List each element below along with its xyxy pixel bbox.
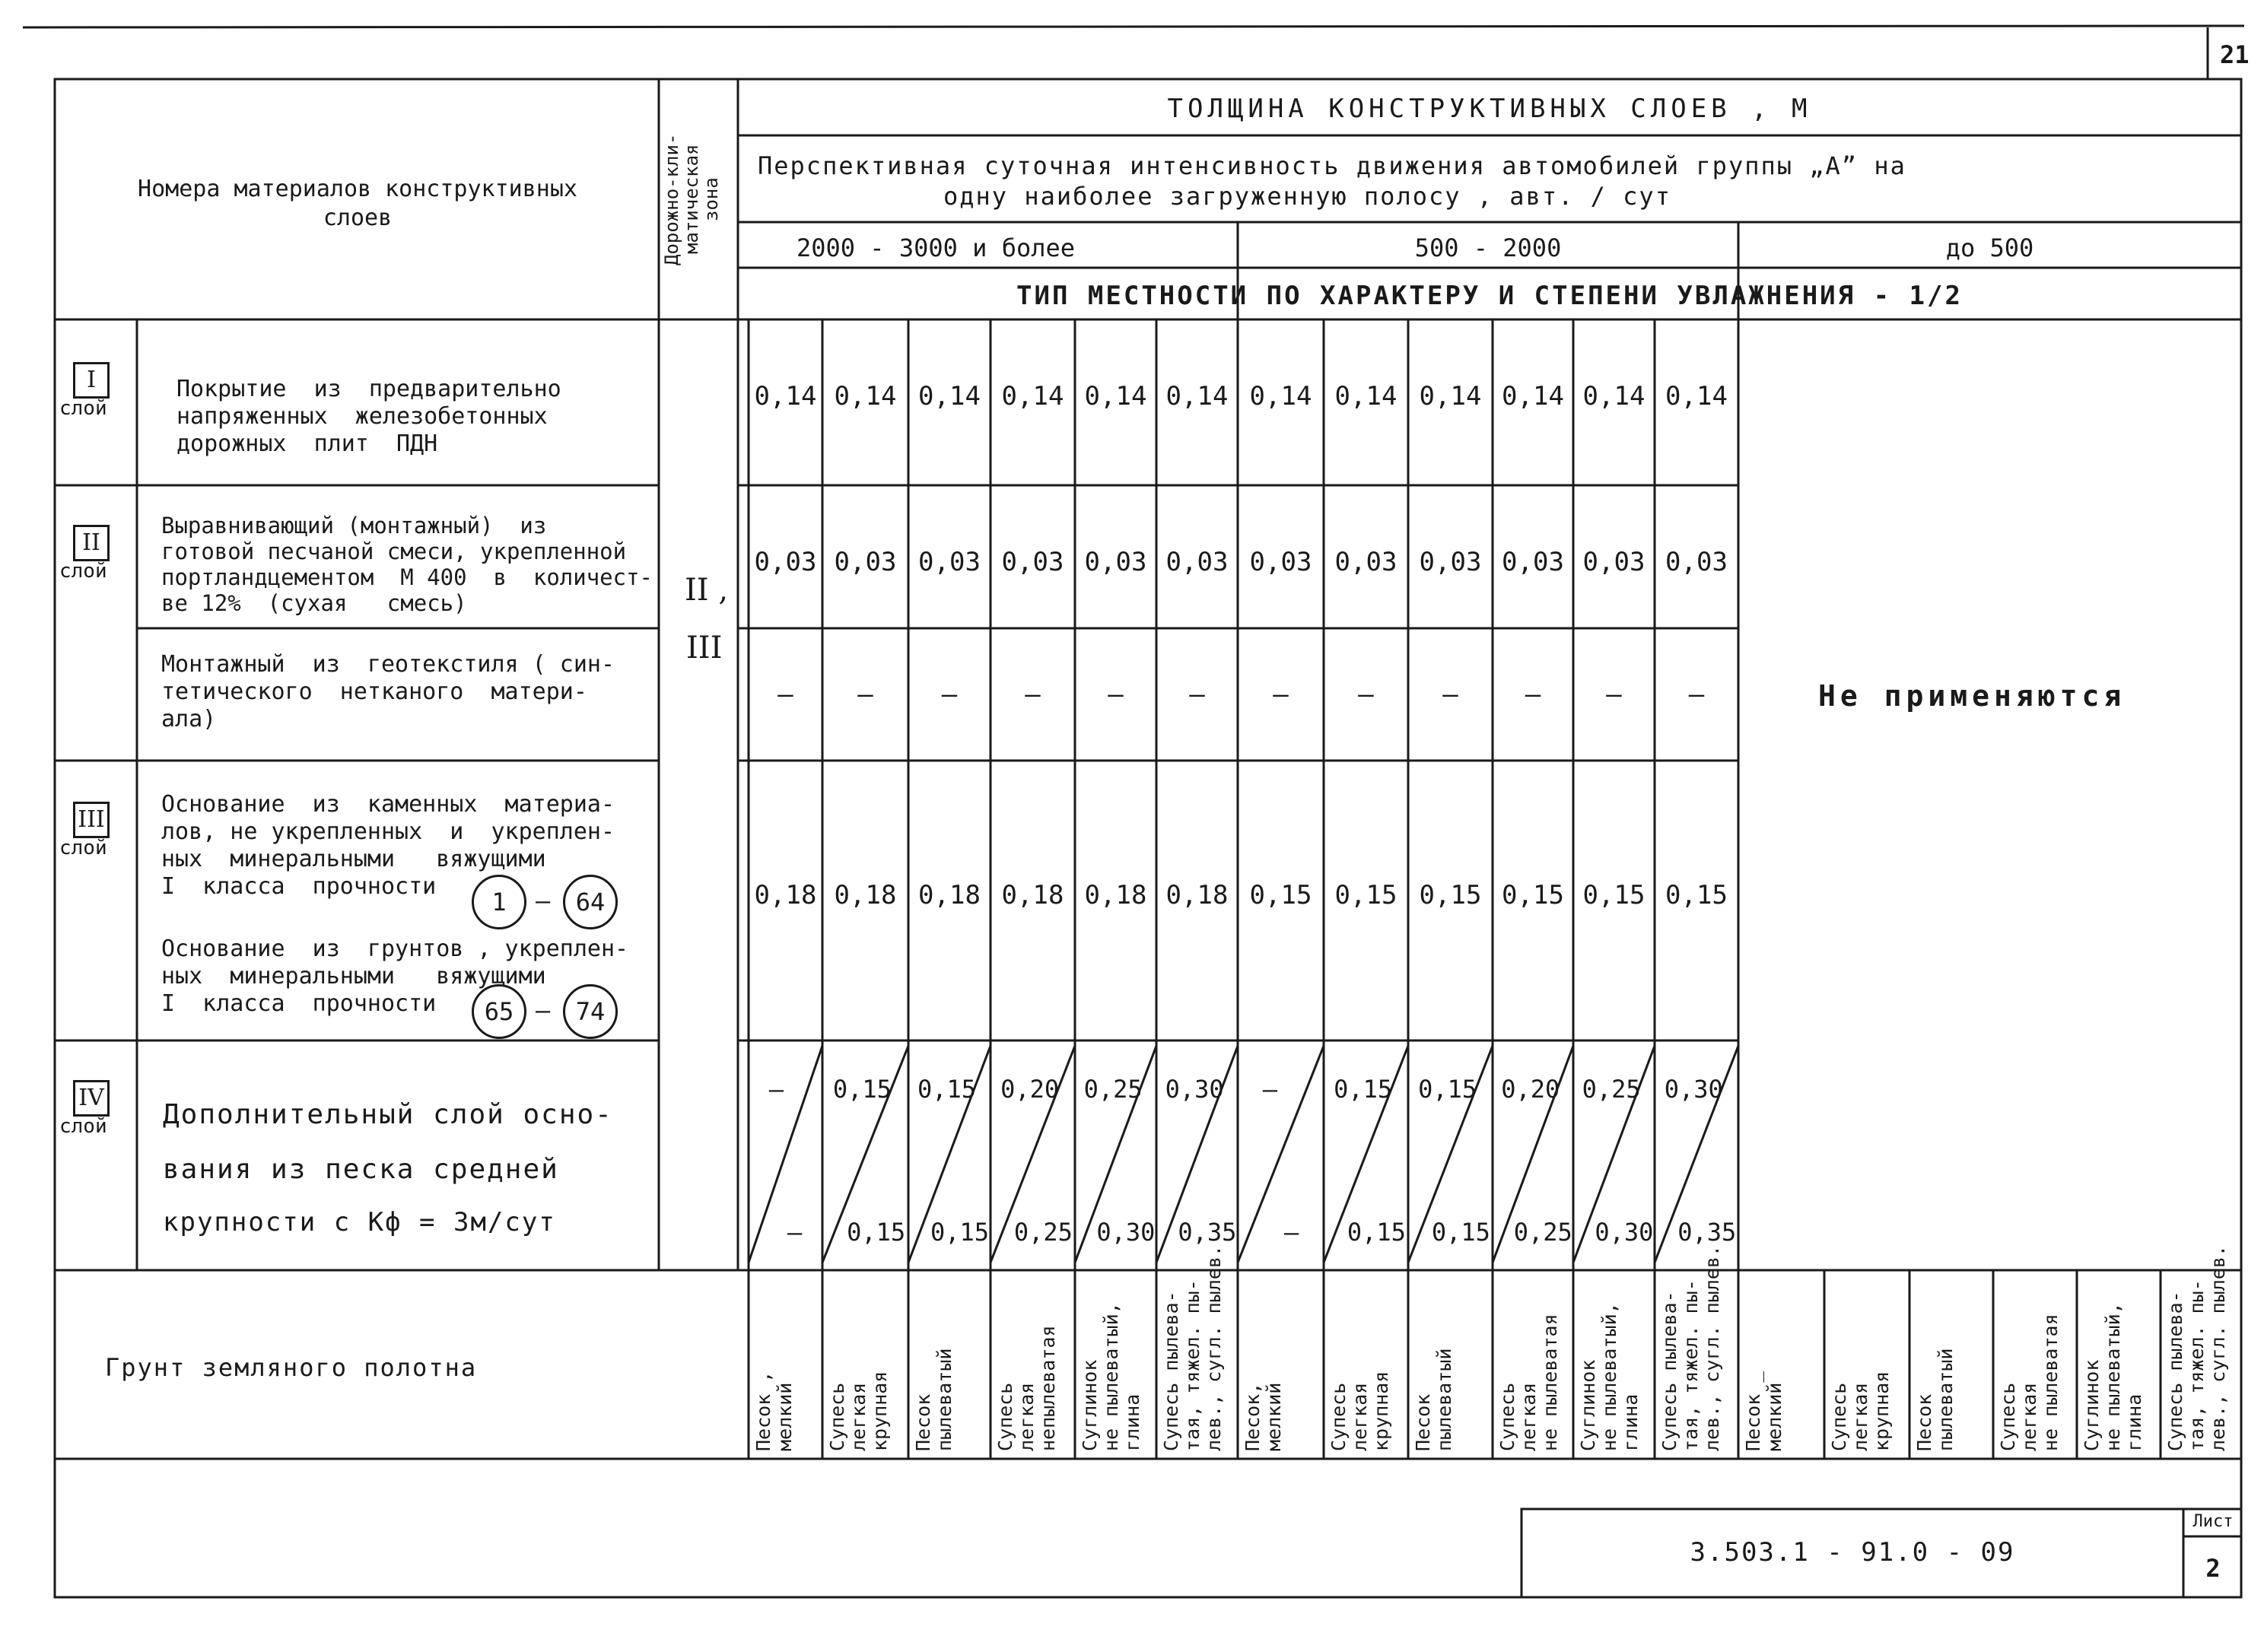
cell-l3-2: 0,18 xyxy=(834,880,897,910)
layer-iv-line3: крупности с Кф = 3м/сут xyxy=(163,1207,556,1237)
cell-l2-8: 0,03 xyxy=(1334,547,1398,577)
cell-l4-bottom-1: — xyxy=(787,1218,803,1247)
soil-type-4: Супесь легкая непылеватая xyxy=(994,1325,1059,1451)
cell-l4-bottom-2: 0,15 xyxy=(847,1218,906,1247)
range-to-500: до 500 xyxy=(1945,234,2034,262)
soil-type-12: Супесь пылева- тая, тяжел. пы- лев., сугл. пылев. xyxy=(1658,1245,1723,1451)
cell-l3-9: 0,15 xyxy=(1419,880,1482,910)
cell-l2-9: 0,03 xyxy=(1419,547,1482,577)
material-circle-64: 64 xyxy=(563,875,618,929)
soil-type-16: Супесь легкая не пылеватая xyxy=(1997,1314,2062,1451)
soil-type-8: Супесь легкая крупная xyxy=(1328,1371,1392,1451)
range-2000-3000: 2000 - 3000 и более xyxy=(796,234,1076,262)
dash-a: – xyxy=(536,886,551,915)
soil-type-7: Песок, мелкий xyxy=(1242,1382,1285,1451)
terrain-type-header: ТИП МЕСТНОСТИ ПО ХАРАКТЕРУ И СТЕПЕНИ УВЛАЖНЕНИЯ - 1/2 xyxy=(1016,281,1963,311)
cell-l2-6: 0,03 xyxy=(1165,547,1229,577)
cell-l4-bottom-7: — xyxy=(1283,1218,1299,1247)
layer-i-badge: I xyxy=(73,362,110,399)
cell-l1-9: 0,14 xyxy=(1419,381,1482,411)
cell-l4-bottom-12: 0,35 xyxy=(1677,1218,1737,1247)
cell-l1-4: 0,14 xyxy=(1001,381,1064,411)
cell-l4-top-12: 0,30 xyxy=(1664,1075,1723,1104)
cell-l4-bottom-9: 0,15 xyxy=(1431,1218,1490,1247)
cell-l2b-1: — xyxy=(777,679,793,710)
cell-l2b-9: — xyxy=(1442,679,1458,710)
cell-l1-6: 0,14 xyxy=(1165,381,1229,411)
thickness-title: ТОЛЩИНА КОНСТРУКТИВНЫХ СЛОЕВ , М xyxy=(1167,94,1812,124)
cell-l2b-8: — xyxy=(1358,679,1374,710)
cell-l2-11: 0,03 xyxy=(1582,547,1646,577)
layer-iii-description-b: Основание из грунтов , укреплен- ных минеральными вяжущими I класса прочности xyxy=(161,936,629,1017)
cell-l4-top-1: — xyxy=(768,1075,784,1104)
dash-b: – xyxy=(536,996,551,1025)
cell-l2-1: 0,03 xyxy=(754,547,817,577)
sheet-number: 2 xyxy=(2205,1554,2221,1583)
cell-l4-bottom-6: 0,35 xyxy=(1178,1218,1237,1247)
layer-i-label: слой xyxy=(59,397,107,420)
layer-ii-badge: II xyxy=(73,525,110,561)
intensity-line2: одну наиболее загруженную полосу , авт. / сут xyxy=(943,182,1671,211)
material-circle-1: 1 xyxy=(472,875,526,929)
cell-l3-8: 0,15 xyxy=(1334,880,1398,910)
document-code: 3.503.1 - 91.0 - 09 xyxy=(1690,1537,2015,1568)
layer-iii-description-a: Основание из каменных материа- лов, не укрепленных и укреплен- ных минеральными вяжущими I класса прочности xyxy=(161,791,615,900)
soil-type-14: Супесь легкая крупная xyxy=(1828,1371,1893,1451)
cell-l1-5: 0,14 xyxy=(1084,381,1147,411)
cell-l2b-3: — xyxy=(941,679,958,710)
cell-l4-top-8: 0,15 xyxy=(1334,1075,1393,1104)
cell-l3-11: 0,15 xyxy=(1582,880,1646,910)
cell-l2-5: 0,03 xyxy=(1084,547,1147,577)
cell-l1-12: 0,14 xyxy=(1665,381,1728,411)
soil-type-15: Песок пылеватый xyxy=(1913,1348,1957,1451)
cell-l4-top-4: 0,20 xyxy=(1000,1075,1060,1104)
intensity-line1: Перспективная суточная интенсивность движения автомобилей группы „А” на xyxy=(758,151,1906,180)
cell-l2-12: 0,03 xyxy=(1665,547,1728,577)
cell-l2-4: 0,03 xyxy=(1001,547,1064,577)
cell-l2b-6: — xyxy=(1189,679,1205,710)
cell-l2b-7: — xyxy=(1273,679,1289,710)
cell-l3-6: 0,18 xyxy=(1165,880,1229,910)
cell-l2b-2: — xyxy=(857,679,873,710)
cell-l2b-12: — xyxy=(1688,679,1705,710)
layer-iii-label: слой xyxy=(59,837,107,859)
cell-l1-2: 0,14 xyxy=(834,381,897,411)
zone-value-ii: II , xyxy=(685,573,729,608)
layer-iv-line1: Дополнительный слой осно- xyxy=(163,1099,613,1130)
cell-l4-bottom-11: 0,30 xyxy=(1595,1218,1654,1247)
soil-type-11: Суглинок не пылеватый, глина xyxy=(1577,1302,1642,1451)
soil-type-6: Супесь пылева- тая, тяжел. пы- лев., сугл. пылев. xyxy=(1160,1245,1225,1451)
cell-l4-bottom-5: 0,30 xyxy=(1096,1218,1156,1247)
cell-l2b-10: — xyxy=(1525,679,1541,710)
sheet-label: Лист xyxy=(2192,1512,2234,1531)
cell-l1-10: 0,14 xyxy=(1502,381,1564,411)
soil-type-13: Песок _ мелкий xyxy=(1742,1371,1785,1451)
material-circle-74: 74 xyxy=(563,984,618,1039)
cell-l4-top-10: 0,20 xyxy=(1501,1075,1560,1104)
cell-l1-7: 0,14 xyxy=(1249,381,1312,411)
cell-l3-7: 0,15 xyxy=(1249,880,1312,910)
layer-ii-label: слой xyxy=(59,560,107,583)
soil-type-9: Песок пылеватый xyxy=(1412,1348,1455,1451)
cell-l4-bottom-8: 0,15 xyxy=(1347,1218,1406,1247)
cell-l2b-11: — xyxy=(1606,679,1622,710)
cell-l4-top-3: 0,15 xyxy=(917,1075,977,1104)
cell-l4-top-6: 0,30 xyxy=(1165,1075,1224,1104)
cell-l3-10: 0,15 xyxy=(1502,880,1564,910)
range-500-2000: 500 - 2000 xyxy=(1414,234,1562,262)
layer-iv-badge: IV xyxy=(73,1080,110,1117)
zone-header: Дорожно-кли- матическая зона xyxy=(661,133,722,265)
cell-l1-8: 0,14 xyxy=(1334,381,1398,411)
cell-l1-1: 0,14 xyxy=(754,381,817,411)
geotextile-description: Монтажный из геотекстиля ( син- тетического нетканого матери- ала) xyxy=(161,651,615,732)
cell-l3-3: 0,18 xyxy=(918,880,981,910)
materials-header: Номера материалов конструктивных слоев xyxy=(138,176,577,231)
cell-l1-11: 0,14 xyxy=(1582,381,1646,411)
cell-l3-5: 0,18 xyxy=(1084,880,1147,910)
soil-type-10: Супесь легкая не пылеватая xyxy=(1496,1314,1561,1451)
zone-value-iii: III xyxy=(686,631,723,666)
layer-iv-line2: вания из песка средней xyxy=(163,1154,559,1185)
material-circle-65: 65 xyxy=(472,984,526,1039)
soil-type-5: Суглинок не пылеватый, глина xyxy=(1079,1302,1143,1451)
soil-type-3: Песок пылеватый xyxy=(912,1348,956,1451)
soil-label: Грунт земляного полотна xyxy=(105,1353,478,1382)
cell-l2-7: 0,03 xyxy=(1249,547,1312,577)
cell-l4-bottom-10: 0,25 xyxy=(1513,1218,1572,1247)
cell-l4-bottom-4: 0,25 xyxy=(1013,1218,1073,1247)
cell-l4-top-5: 0,25 xyxy=(1083,1075,1143,1104)
cell-l2b-5: — xyxy=(1108,679,1124,710)
cell-l2-10: 0,03 xyxy=(1502,547,1564,577)
layer-i-description: Покрытие из предварительно напряженных железобетонных дорожных плит ПДН xyxy=(176,376,561,457)
cell-l3-1: 0,18 xyxy=(754,880,817,910)
cell-l3-12: 0,15 xyxy=(1665,880,1728,910)
cell-l3-4: 0,18 xyxy=(1001,880,1064,910)
cell-l4-bottom-3: 0,15 xyxy=(930,1218,990,1247)
cell-l2b-4: — xyxy=(1025,679,1041,710)
soil-type-1: Песок , мелкий xyxy=(752,1371,796,1451)
cell-l4-top-7: — xyxy=(1262,1075,1277,1104)
cell-l4-top-2: 0,15 xyxy=(832,1075,892,1104)
soil-type-17: Суглинок не пылеватый, глина xyxy=(2081,1302,2145,1451)
not-applied-note: Не применяются xyxy=(1818,679,2126,713)
soil-type-18: Супесь пылева- тая, тяжел. пы- лев., сугл. пылев. xyxy=(2164,1245,2229,1451)
cell-l4-top-9: 0,15 xyxy=(1418,1075,1477,1104)
layer-ii-description: Выравнивающий (монтажный) из готовой песчаной смеси, укрепленной портландцементом М 400 в количест- ве 12% (сухая смесь) xyxy=(161,513,653,616)
cell-l2-2: 0,03 xyxy=(834,547,897,577)
layer-iv-label: слой xyxy=(59,1115,107,1138)
cell-l1-3: 0,14 xyxy=(918,381,981,411)
soil-type-2: Супесь легкая крупная xyxy=(826,1371,891,1451)
cell-l2-3: 0,03 xyxy=(918,547,981,577)
page-number: 21 xyxy=(2220,40,2250,69)
layer-iii-badge: III xyxy=(73,802,110,838)
cell-l4-top-11: 0,25 xyxy=(1582,1075,1641,1104)
